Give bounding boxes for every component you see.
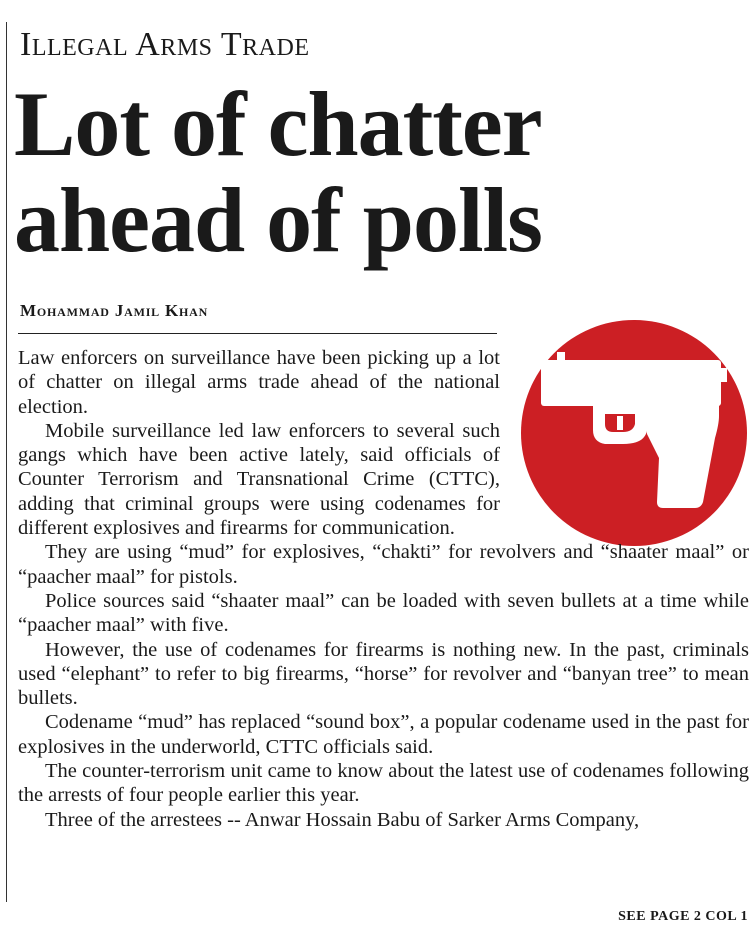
headline-line-2: ahead of polls <box>14 169 542 271</box>
headline-line-1: Lot of chatter <box>14 73 542 175</box>
paragraph-2: Mobile surveillance led law enforcers to several such gangs which have been active lately, said officials of Counter Terrorism and Transnational Crime (CTTC), adding that criminal groups were using codenames for different explosives and firearms for communication. <box>18 419 500 540</box>
paragraph-3: They are using “mud” for explosives, “chakti” for revolvers and “shaater maal” or “paacher maal” for pistols. <box>18 541 749 588</box>
byline-divider <box>18 333 497 334</box>
paragraph-5: However, the use of codenames for firearms is nothing new. In the past, criminals used “elephant” to refer to big firearms, “horse” for revolver and “banyan tree” to mean bullets. <box>18 638 749 710</box>
byline: Mohammad Jamil Khan <box>20 301 209 320</box>
paragraph-7: The counter-terrorism unit came to know about the latest use of codenames following the arrests of four people earlier this year. <box>18 760 749 807</box>
column-rule <box>6 22 7 902</box>
continued-reference: SEE PAGE 2 COL 1 <box>618 909 748 924</box>
paragraph-8: Three of the arrestees -- Anwar Hossain Babu of Sarker Arms Company, <box>45 808 640 831</box>
kicker: Illegal Arms Trade <box>20 26 310 63</box>
paragraph-1: Law enforcers on surveillance have been picking up a lot of chatter on illegal arms trade ahead of the national election. <box>18 347 500 418</box>
paragraph-6: Codename “mud” has replaced “sound box”, a popular codename used in the past for explosives in the underworld, CTTC officials said. <box>18 711 749 758</box>
headline <box>14 73 542 271</box>
paragraph-4: Police sources said “shaater maal” can be loaded with seven bullets at a time while “paacher maal” with five. <box>18 589 749 637</box>
article-body <box>18 346 749 832</box>
